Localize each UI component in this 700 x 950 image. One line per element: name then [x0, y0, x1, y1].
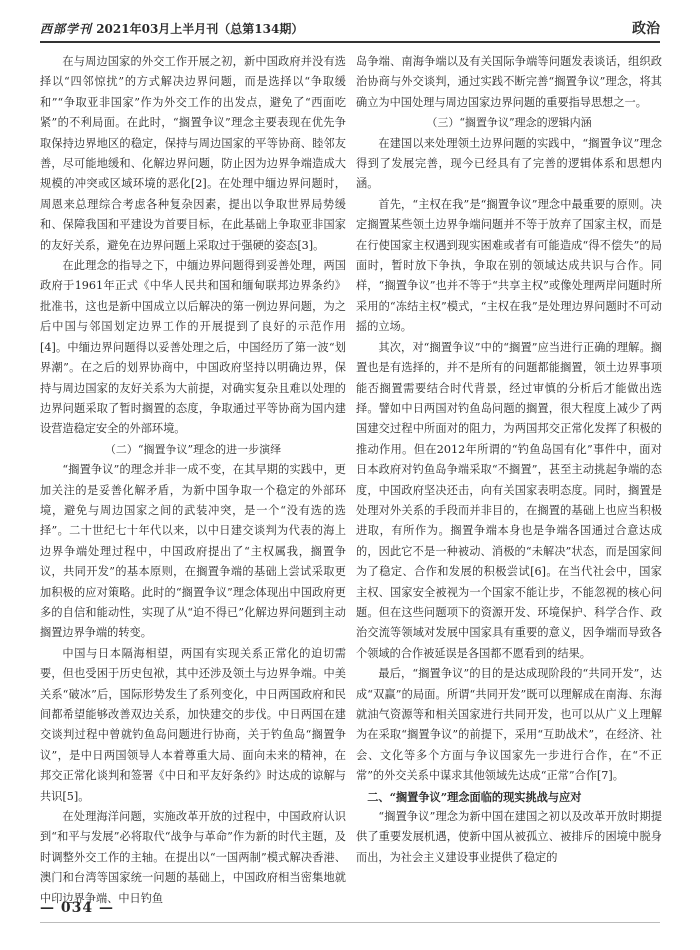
paragraph: “搁置争议”的理念并非一成不变，在其早期的实践中，更加关注的是妥善化解矛盾，为新中国争取一个稳定的外部环境，避免与周边国家之间的武装冲突，是一个“没有选的选择”。二十世纪七十年代以来，以中日建交谈判为代表的海上边界争端处理过程中，中国政府提出了“主权属我，搁置争议，共同开发”的基本原则，在搁置争端的基础上尝试采取更加积极的应对策略。此时的“搁置争议”理念体现出中国政府更多的自信和能动性，实现了从“迫不得已”化解边界问题到主动搁置边界争端的转变。 — [40, 463, 346, 640]
footer-rule — [40, 922, 660, 923]
paragraph: “搁置争议”理念为新中国在建国之初以及改革开放时期提供了重要发展机遇，使新中国从被孤立、被排斥的困境中脱身而出，为社会主义建设事业提供了稳定的 — [356, 810, 662, 864]
section-heading: 二、“搁置争议”理念面临的现实挑战与应对 — [367, 789, 582, 804]
section-heading: （二）“搁置争议”理念的进一步演绎 — [104, 442, 282, 456]
paragraph: 岛争端、南海争端以及有关国际争端等问题发表谈话，组织政治协商与外交谈判，通过实践不断完善“搁置争议”理念，将其确立为中国处理与周边国家边界问题的重要指导思想之一。 — [356, 55, 662, 109]
paragraph: 在此理念的指导之下，中缅边界问题得到妥善处理，两国政府于1961年正式《中华人民共和国和缅甸联邦边界条约》批准书，这也是新中国成立以后解决的第一例边界问题，为之后中国与邻国划定边界工作的开展提到了良好的示范作用[4]。中缅边界问题得以妥善处理之后，中国经历了第一波“划界潮”。在之后的划界协商中，中国政府坚持以明确边界，保持与周边国家的友好关系为大前提，对确实复杂且难以处理的边界问题采取了暂时搁置的态度，争取通过平等协商为国内建设营造稳定安全的外部环境。 — [40, 259, 346, 436]
issue-info: 2021年03月上半月刊（总第134期） — [96, 22, 304, 36]
right-column — [356, 52, 662, 887]
paragraph: 最后，“搁置争议”的目的是达成现阶段的“共同开发”，达成“双赢”的局面。所谓“共同开发”既可以理解成在南海、东海就油气资源等和相关国家进行共同开发，也可以从广义上理解为在采取“搁置争议”的前提下，采用“互助战术”，在经济、社会、文化等多个方面与争议国家先一步进行合作，在“不正常”的外交关系中谋求其他领域先达成“正常”合作[7]。 — [356, 667, 662, 783]
page-header — [40, 18, 660, 40]
paragraph: 中国与日本隔海相望，两国有实现关系正常化的迫切需要，但也受困于历史包袱，其中还涉及领土与边界争端。中美关系“破冰”后，国际形势发生了系列变化，中日两国政府和民间都希望能够改善双边关系，加快建交的步伐。中日两国在建交谈判过程中曾就钓鱼岛问题进行协商，关于钓鱼岛“搁置争议”，是中日两国领导人本着尊重大局、面向未来的精神，在邦交正常化谈判和签署《中日和平友好条约》时达成的谅解与共识[5]。 — [40, 646, 346, 803]
left-column — [40, 52, 346, 905]
journal-issue — [40, 20, 303, 37]
header-rule — [40, 41, 660, 43]
paragraph: 在建国以来处理领土边界问题的实践中，“搁置争议”理念得到了发展完善，现今已经具有了完善的逻辑体系和思想内涵。 — [356, 136, 662, 191]
paragraph: 首先，“主权在我”是“搁置争议”理念中最重要的原则。决定搁置某些领土边界争端问题并不等于放弃了国家主权，而是在行使国家主权遇到现实困难或者有可能造成“得不偿失”的局面时，暂时放下争执，争取在别的领域达成共识与合作。同样，“搁置争议”也并不等于“共享主权”或像处理两岸问题时所采用的“冻结主权”模式，“主权在我”是处理边界问题时不可动摇的立场。 — [356, 197, 662, 334]
section-label: 政治 — [632, 21, 660, 37]
paragraph: 其次，对“搁置争议”中的“搁置”应当进行正确的理解。搁置也是有选择的，并不是所有的问题都能搁置，领土边界事项能否搁置需要结合时代背景，经过审慎的分析后才能做出选择。譬如中日两国对钓鱼岛问题的搁置，很大程度上减少了两国建交过程中所面对的阻力，为两国邦交正常化发挥了积极的推动作用。但在2012年所谓的“钓鱼岛国有化”事件中，面对日本政府对钓鱼岛争端采取“不搁置”，甚至主动挑起争端的态度，中国政府坚决还击，向有关国家表明态度。同时，搁置是处理对外关系的手段而并非目的，在搁置的基础上也应当积极进取，有所作为。搁置争端本身也是争端各国通过合意达成的，因此它不是一种被动、消极的“未解决”状态，而是国家间为了稳定、合作和发展的积极尝试[6]。在当代社会中，国家主权、国家安全被视为一个国家不能让步，不能忽视的核心问题。但在这些问题项下的资源开发、环境保护、科学合作、政治交流等领域对发展中国家具有重要的意义，因争端而导致各个领域的合作被延误是各国都不愿看到的结果。 — [356, 340, 662, 660]
paragraph: 在与周边国家的外交工作开展之初，新中国政府并没有选择以“四邻惊扰”的方式解决边界问题，而是选择以“争取缓和”“争取亚非国家”作为外交工作的出发点，避免了“西面吃紧”的不利局面。在此时，“搁置争议”理念主要表现在优先争取保持边界地区的稳定，保持与周边国家的平等协商、睦邻友善，尽可能地缓和、化解边界问题，防止因为边界争端造成大规模的冲突或区域环境的恶化[2]。在处理中缅边界问题时，周恩来总理综合考虑各种复杂因素，提出以争取世界局势缓和、保障我国和平建设为首要目标，在此基础上争取亚非国家的友好关系，避免在边界问题上采取过于强硬的姿态[3]。 — [40, 55, 346, 252]
paragraph: 在处理海洋问题，实施改革开放的过程中，中国政府认识到“和平与发展”必将取代“战争与革命”作为新的时代主题，及时调整外交工作的主轴。在提出以“一国两制”模式解决香港、澳门和台湾等国家统一问题的基础上，中国政府相当密集地就中印边界争端、中日钓鱼 — [40, 810, 346, 905]
page-number: — 034 — — [40, 900, 114, 916]
section-heading: （三）“搁置争议”理念的逻辑内涵 — [426, 116, 592, 130]
journal-logo: 西部学刊 — [40, 22, 93, 36]
